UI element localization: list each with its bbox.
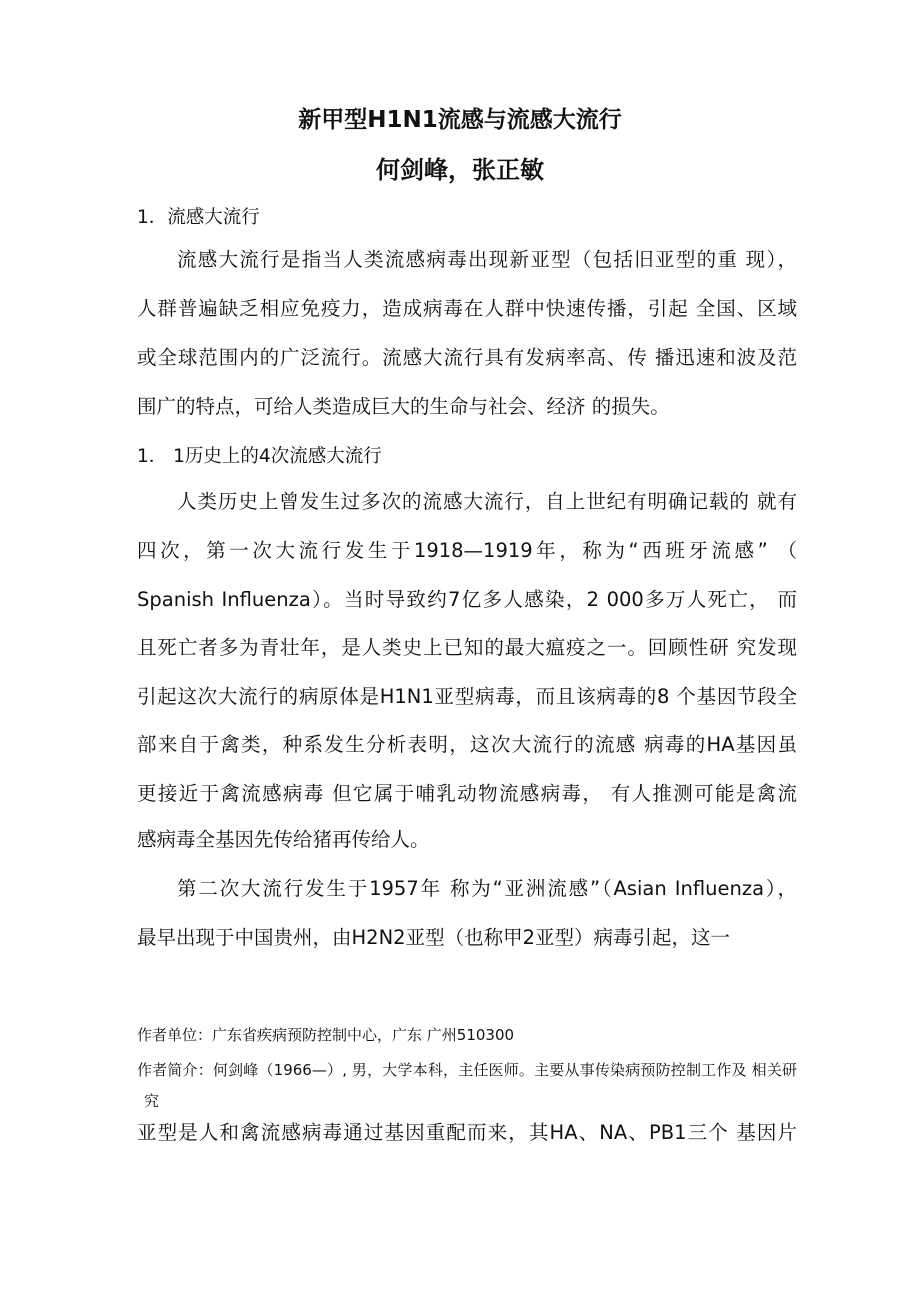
footnote-author-bio-continued: 究 bbox=[144, 1092, 160, 1110]
paragraph-line: 更接近于禽流感病毒 但它属于哺乳动物流感病毒， 有人推测可能是禽流 bbox=[137, 782, 797, 805]
paragraph-line: Spanish Influenza）。当时导致约7亿多人感染，2 000多万人死亡， 而 bbox=[137, 588, 797, 611]
document-title: 新甲型H1N1流感与流感大流行 bbox=[298, 107, 622, 133]
paragraph-line: 第二次大流行发生于1957年 称为“亚洲流感”（Asian Influenza）， bbox=[177, 877, 797, 900]
paragraph-line: 最早出现于中国贵州，由H2N2亚型（也称甲2亚型）病毒引起，这一 bbox=[137, 926, 730, 949]
paragraph-line: 感病毒全基因先传给猪再传给人。 bbox=[137, 828, 430, 851]
paragraph-line: 人类历史上曾发生过多次的流感大流行，自上世纪有明确记载的 就有 bbox=[177, 490, 797, 513]
section-heading-2: 1． 1历史上的4次流感大流行 bbox=[137, 446, 382, 467]
paragraph-line: 部来自于禽类，种系发生分析表明，这次大流行的流感 病毒的HA基因虽 bbox=[137, 733, 797, 756]
section-heading-1: 1．流感大流行 bbox=[137, 207, 260, 228]
footnote-author-bio: 作者简介：何剑峰（1966—）, 男，大学本科，主任医师。主要从事传染病预防控制工作及 相关研 bbox=[137, 1061, 797, 1079]
paragraph-line: 人群普遍缺乏相应免疫力，造成病毒在人群中快速传播，引起 全国、区域 bbox=[137, 297, 797, 320]
paragraph-line: 围广的特点，可给人类造成巨大的生命与社会、经济 的损失。 bbox=[137, 395, 670, 418]
paragraph-line: 或全球范围内的广泛流行。流感大流行具有发病率高、传 播迅速和波及范 bbox=[137, 346, 797, 369]
paragraph-line: 引起这次大流行的病原体是H1N1亚型病毒，而且该病毒的8 个基因节段全 bbox=[137, 685, 797, 708]
paragraph-line: 亚型是人和禽流感病毒通过基因重配而来，其HA、NA、PB1三个 基因片 bbox=[137, 1121, 797, 1144]
document-authors: 何剑峰，张正敏 bbox=[376, 156, 544, 184]
paragraph-line: 四次，第一次大流行发生于1918—1919年，称为“西班牙流感” （ bbox=[137, 539, 797, 562]
footnote-affiliation: 作者单位：广东省疾病预防控制中心，广东 广州510300 bbox=[137, 1026, 515, 1044]
paragraph-line: 流感大流行是指当人类流感病毒出现新亚型（包括旧亚型的重 现）， bbox=[177, 248, 797, 271]
paragraph-line: 且死亡者多为青壮年，是人类史上已知的最大瘟疫之一。回顾性研 究发现 bbox=[137, 636, 797, 659]
